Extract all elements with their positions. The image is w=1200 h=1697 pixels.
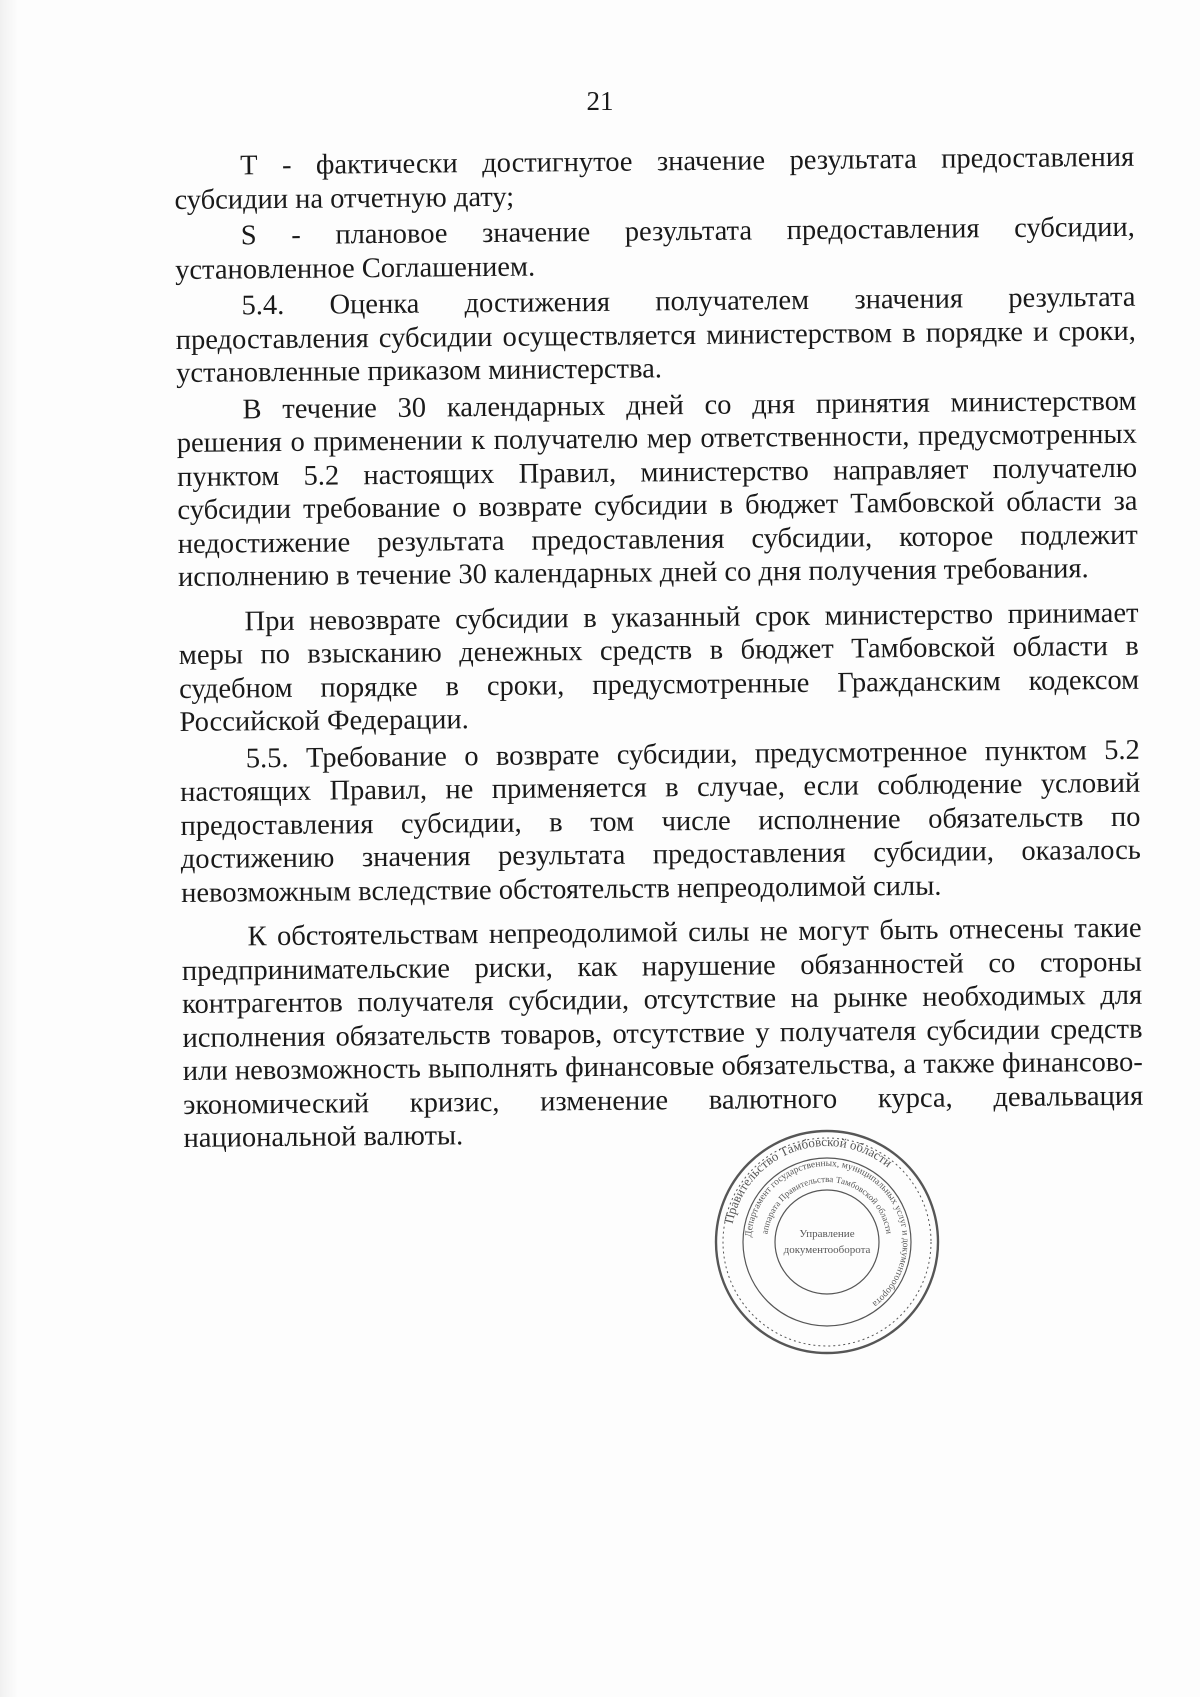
paragraph-5-4: 5.4. Оценка достижения получателем значения результата предоставления субсидии осуществляется министерством в порядке и сроки, установленные приказом министерства. [175,281,1136,389]
page-number: 21 [586,86,614,116]
seal-inner-ring [775,1190,879,1294]
paragraph-refund-demand: В течение 30 календарных дней со дня принятия министерством решения о применении к получателю мер ответственности, предусмотренных пунктом 5.2 настоящих Правил, министерство направляет получателю субсидии требование о возврате субсидии в бюджет Тамбовской области за недостижение результата предоставления субсидии, которое подлежит исполнению в течение 30 календарных дней со дня получения требования. [176,385,1138,593]
seal-center-line2: документооборота [783,1244,871,1256]
seal-middle-text: Департамент государственных, муниципальных услуг и документооборота [744,1158,911,1309]
paragraph-non-return: При невозврате субсидии в указанный срок министерство принимает меры по взысканию денежных средств в бюджет Тамбовской области в судебном порядке в сроки, предусмотренные Гражданским кодексом Российской Федерации. [178,597,1140,738]
paragraph-force-majeure: К обстоятельствам непреодолимой силы не могут быть отнесены такие предпринимательские риски, как нарушение обязанностей со стороны контрагентов получателя субсидии, отсутствие на рынке необходимых для исполнения обязательств товаров, отсутствие у получателя субсидии средств или невозможность выполнять финансовые обязательства, а также финансово-экономический кризис, изменение валютного курса, девальвация национальной валюты. [181,912,1144,1154]
paragraph-t-definition: Т - фактически достигнутое значение результата предоставления субсидии на отчетную дату; [174,141,1135,216]
seal-outer-text: Правительство Тамбовской области [720,1133,896,1225]
paragraph-s-definition: S - плановое значение результата предоставления субсидии, установленное Соглашением. [175,211,1135,286]
seal-inner-text: аппарата Правительства Тамбовской области [759,1173,895,1235]
official-seal [712,1127,942,1357]
scan-shadow [0,0,18,1697]
seal-center-line1: Управление [799,1228,855,1240]
paragraph-5-5: 5.5. Требование о возврате субсидии, предусмотренное пунктом 5.2 настоящих Правил, не применяется в случае, если соблюдение условий предоставления субсидии, в том числе исполнение обязательств по достижению значения результата предоставления субсидии, оказалось невозможным вследствие обстоятельств непреодолимой силы. [180,734,1141,909]
document-body [174,141,1144,1156]
